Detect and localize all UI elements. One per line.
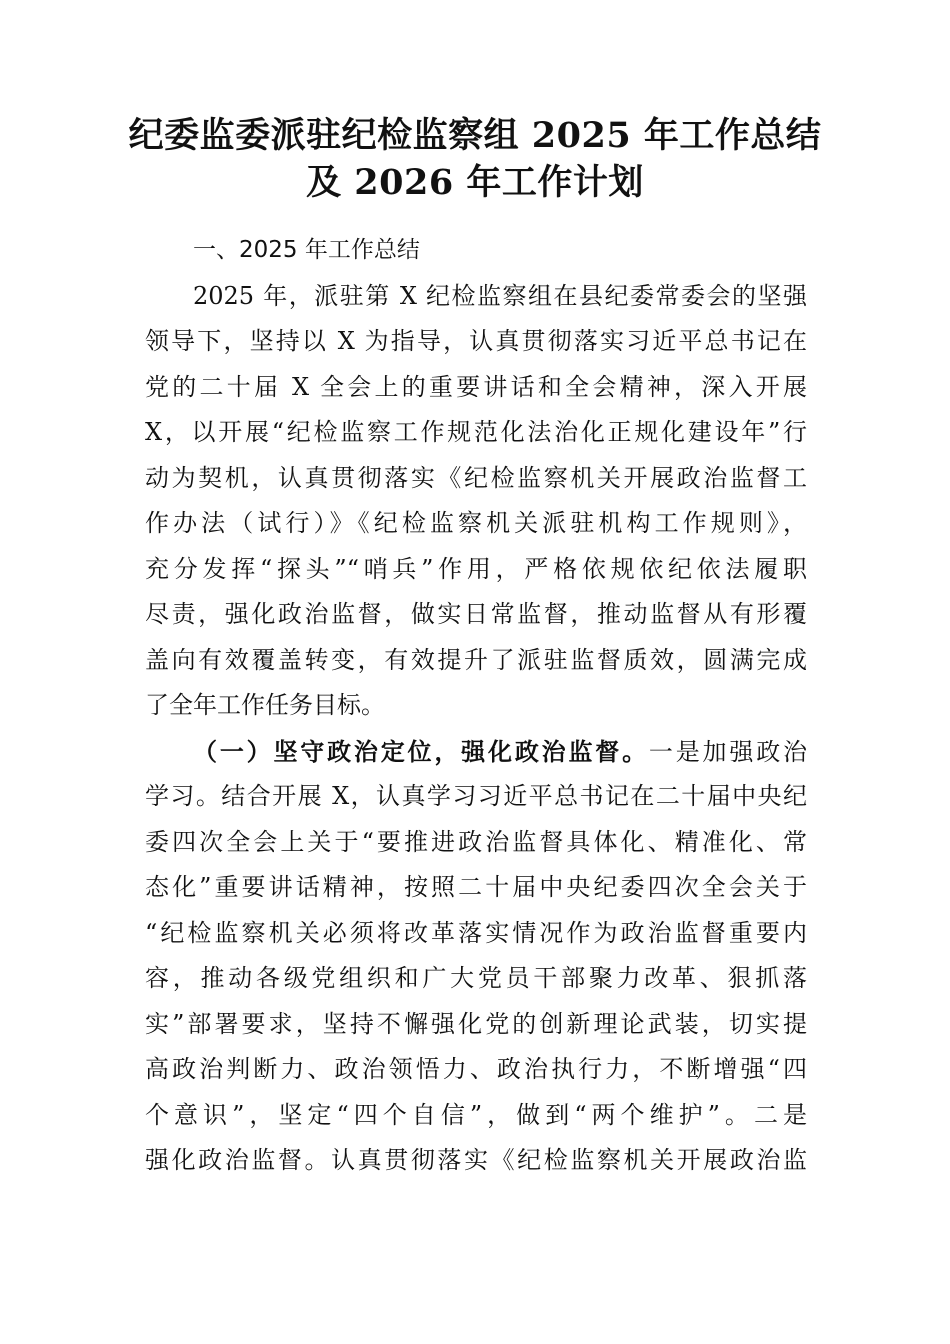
paragraph-line: 强化政治监督。认真贯彻落实《纪检监察机关开展政治监 xyxy=(145,1146,807,1174)
paragraph-political-supervision xyxy=(145,729,807,1184)
title-line-2: 及 2026 年工作计划 xyxy=(306,162,644,203)
paragraph-line: 高政治判断力、政治领悟力、政治执行力，不断增强“四 xyxy=(145,1055,807,1083)
paragraph-line: 2025 年，派驻第 X 纪检监察组在县纪委常委会的坚强 xyxy=(193,281,807,310)
paragraph-line: 容，推动各级党组织和广大党员干部聚力改革、狠抓落 xyxy=(145,964,807,992)
document-body xyxy=(145,228,807,1184)
paragraph-line: 领导下，坚持以 X 为指导，认真贯彻落实习近平总书记在 xyxy=(145,327,807,355)
paragraph-line: X，以开展“纪检监察工作规范化法治化正规化建设年”行 xyxy=(145,418,807,446)
paragraph-line: “纪检监察机关必须将改革落实情况作为政治监督重要内 xyxy=(145,918,807,947)
paragraph-line: 充分发挥“探头”“哨兵”作用，严格依规依纪依法履职 xyxy=(145,554,807,583)
paragraph-line-rest: 一是加强政治 xyxy=(648,737,808,766)
paragraph-line: 党的二十届 X 全会上的重要讲话和全会精神，深入开展 xyxy=(145,372,807,401)
section-heading-work-summary: 一、2025 年工作总结 xyxy=(193,237,420,263)
paragraph-line: 个意识”，坚定“四个自信”，做到“两个维护”。二是 xyxy=(145,1100,807,1129)
paragraph-line: 动为契机，认真贯彻落实《纪检监察机关开展政治监督工 xyxy=(145,463,807,492)
paragraph-line: 态化”重要讲话精神，按照二十届中央纪委四次全会关于 xyxy=(145,873,807,901)
paragraph-line: 了全年工作任务目标。 xyxy=(145,691,385,719)
paragraph-line: 作办法（试行）》《纪检监察机关派驻机构工作规则》， xyxy=(145,509,807,537)
title-line-1: 纪委监委派驻纪检监察组 2025 年工作总结 xyxy=(128,115,822,156)
paragraph-line: 实”部署要求，坚持不懈强化党的创新理论武装，切实提 xyxy=(145,1009,807,1038)
paragraph-line: 盖向有效覆盖转变，有效提升了派驻监督质效，圆满完成 xyxy=(145,645,807,674)
paragraph-line: 学习。结合开展 X，认真学习习近平总书记在二十届中央纪 xyxy=(145,782,807,810)
document-title xyxy=(100,112,850,206)
paragraph-overview xyxy=(145,274,807,729)
paragraph-line xyxy=(145,729,807,775)
paragraph-line: 尽责，强化政治监督，做实日常监督，推动监督从有形覆 xyxy=(145,600,807,628)
paragraph-line: 委四次全会上关于“要推进政治监督具体化、精准化、常 xyxy=(145,827,807,856)
subsection-heading: （一）坚守政治定位，强化政治监督。 xyxy=(193,736,649,766)
